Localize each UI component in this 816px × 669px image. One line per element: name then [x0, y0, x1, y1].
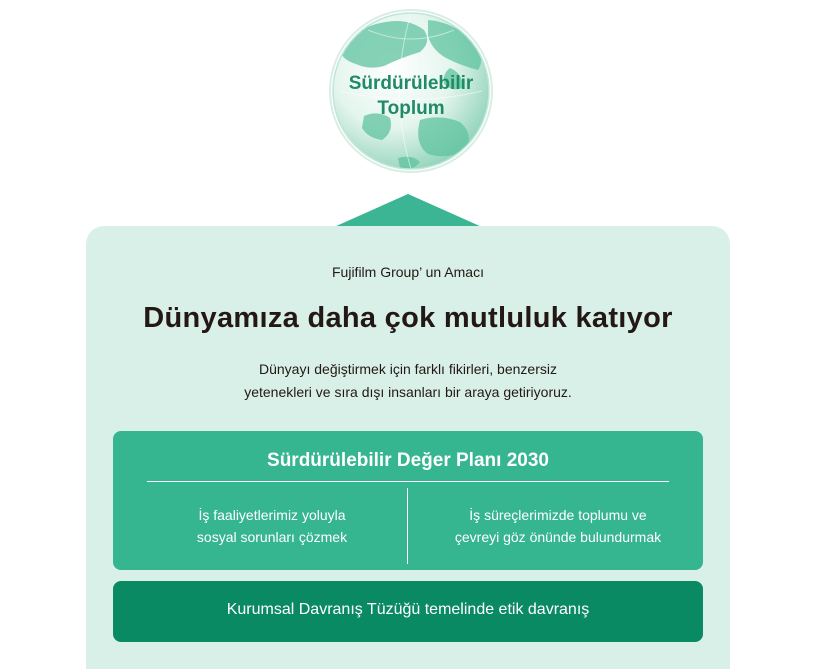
- code-of-conduct-text: Kurumsal Davranış Tüzüğü temelinde etik davranış: [226, 601, 590, 618]
- globe-label-line-2: Toplum: [377, 98, 445, 119]
- value-plan-column-divider: [407, 488, 408, 564]
- code-of-conduct-box: [113, 581, 703, 642]
- globe: [328, 8, 494, 174]
- purpose-headline: Dünyamıza daha çok mutluluk katıyor: [143, 302, 673, 334]
- value-plan-title: Sürdürülebilir Değer Planı 2030: [267, 450, 549, 471]
- value-plan-business-line-1: İş faaliyetlerimiz yoluyla: [198, 507, 346, 523]
- value-plan-process-line-1: İş süreçlerimizde toplumu ve: [469, 507, 647, 523]
- purpose-description: [86, 358, 730, 404]
- value-plan-box: [113, 431, 703, 570]
- purpose-label: Fujifilm Group’ un Amacı: [332, 264, 484, 280]
- value-plan-business-line-2: sosyal sorunları çözmek: [196, 529, 348, 545]
- globe-label: [328, 71, 494, 121]
- purpose-description-line-1: Dünyayı değiştirmek için farklı fikirleri, benzersiz: [259, 361, 557, 377]
- value-plan-process-line-2: çevreyi göz önünde bulundurmak: [454, 529, 662, 545]
- globe-label-line-1: Sürdürülebilir: [348, 73, 474, 94]
- up-arrow-icon: [334, 194, 482, 227]
- purpose-description-line-2: yetenekleri ve sıra dışı insanları bir araya getiriyoruz.: [244, 384, 572, 400]
- value-plan-separator: [147, 481, 669, 482]
- value-plan-process-column: [423, 504, 693, 548]
- value-plan-business-column: [137, 504, 407, 548]
